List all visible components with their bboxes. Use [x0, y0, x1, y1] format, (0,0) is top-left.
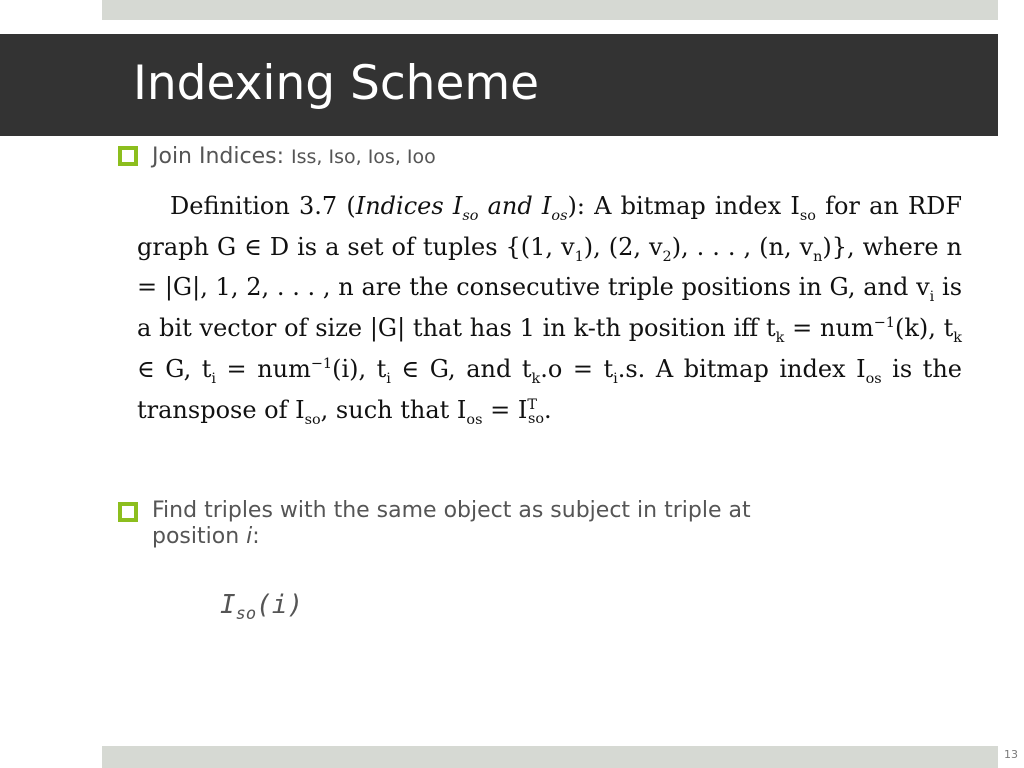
definition-block: Definition 3.7 (Indices $I_{so}$ and $I_{os}$): A bitmap index $I_{so}$ for an RDF graph G ∈ D is a set of tuples {(1, $v_1$), (2, $v_2$), . . . , (n, $v_n$)}, where n = |G|, 1, 2, . . . , n are the consecutive triple positions in G, and $v_i$ is a bit vector of size |G| that has 1 in k-th position iff $t_k = num^{-1}(k)$, $t_k$ ∈ G, $t_i = num^{-1}(i)$, $t_i$ ∈ G, and $t_k.o = t_i.s$. A bitmap index $I_{os}$ is the transpose of $I_{so}$, such that $I_{os} = I^T_{so}$. — [137, 192, 963, 428]
bullet-line-1: Find triples with the same object as subject in triple at — [152, 498, 751, 523]
page-number: 13 — [1004, 748, 1018, 761]
formula-iso: $I_{so}(i)$ — [220, 590, 304, 625]
bullet-square-icon — [118, 502, 138, 522]
bullet-suffix: Iss, Iso, Ios, Ioo — [291, 146, 436, 168]
bullet-variable: i — [246, 524, 253, 549]
bullet-find-triples: Find triples with the same object as subject in triple at position i: — [152, 498, 751, 549]
top-decorative-strip — [102, 0, 998, 20]
bullet-label: Join Indices: — [152, 144, 285, 169]
bullet-join-indices — [152, 144, 436, 170]
slide-title: Indexing Scheme — [133, 56, 540, 111]
bullet-square-icon — [118, 146, 138, 166]
bottom-decorative-strip — [102, 746, 998, 768]
bullet-line-2: position — [152, 524, 247, 549]
